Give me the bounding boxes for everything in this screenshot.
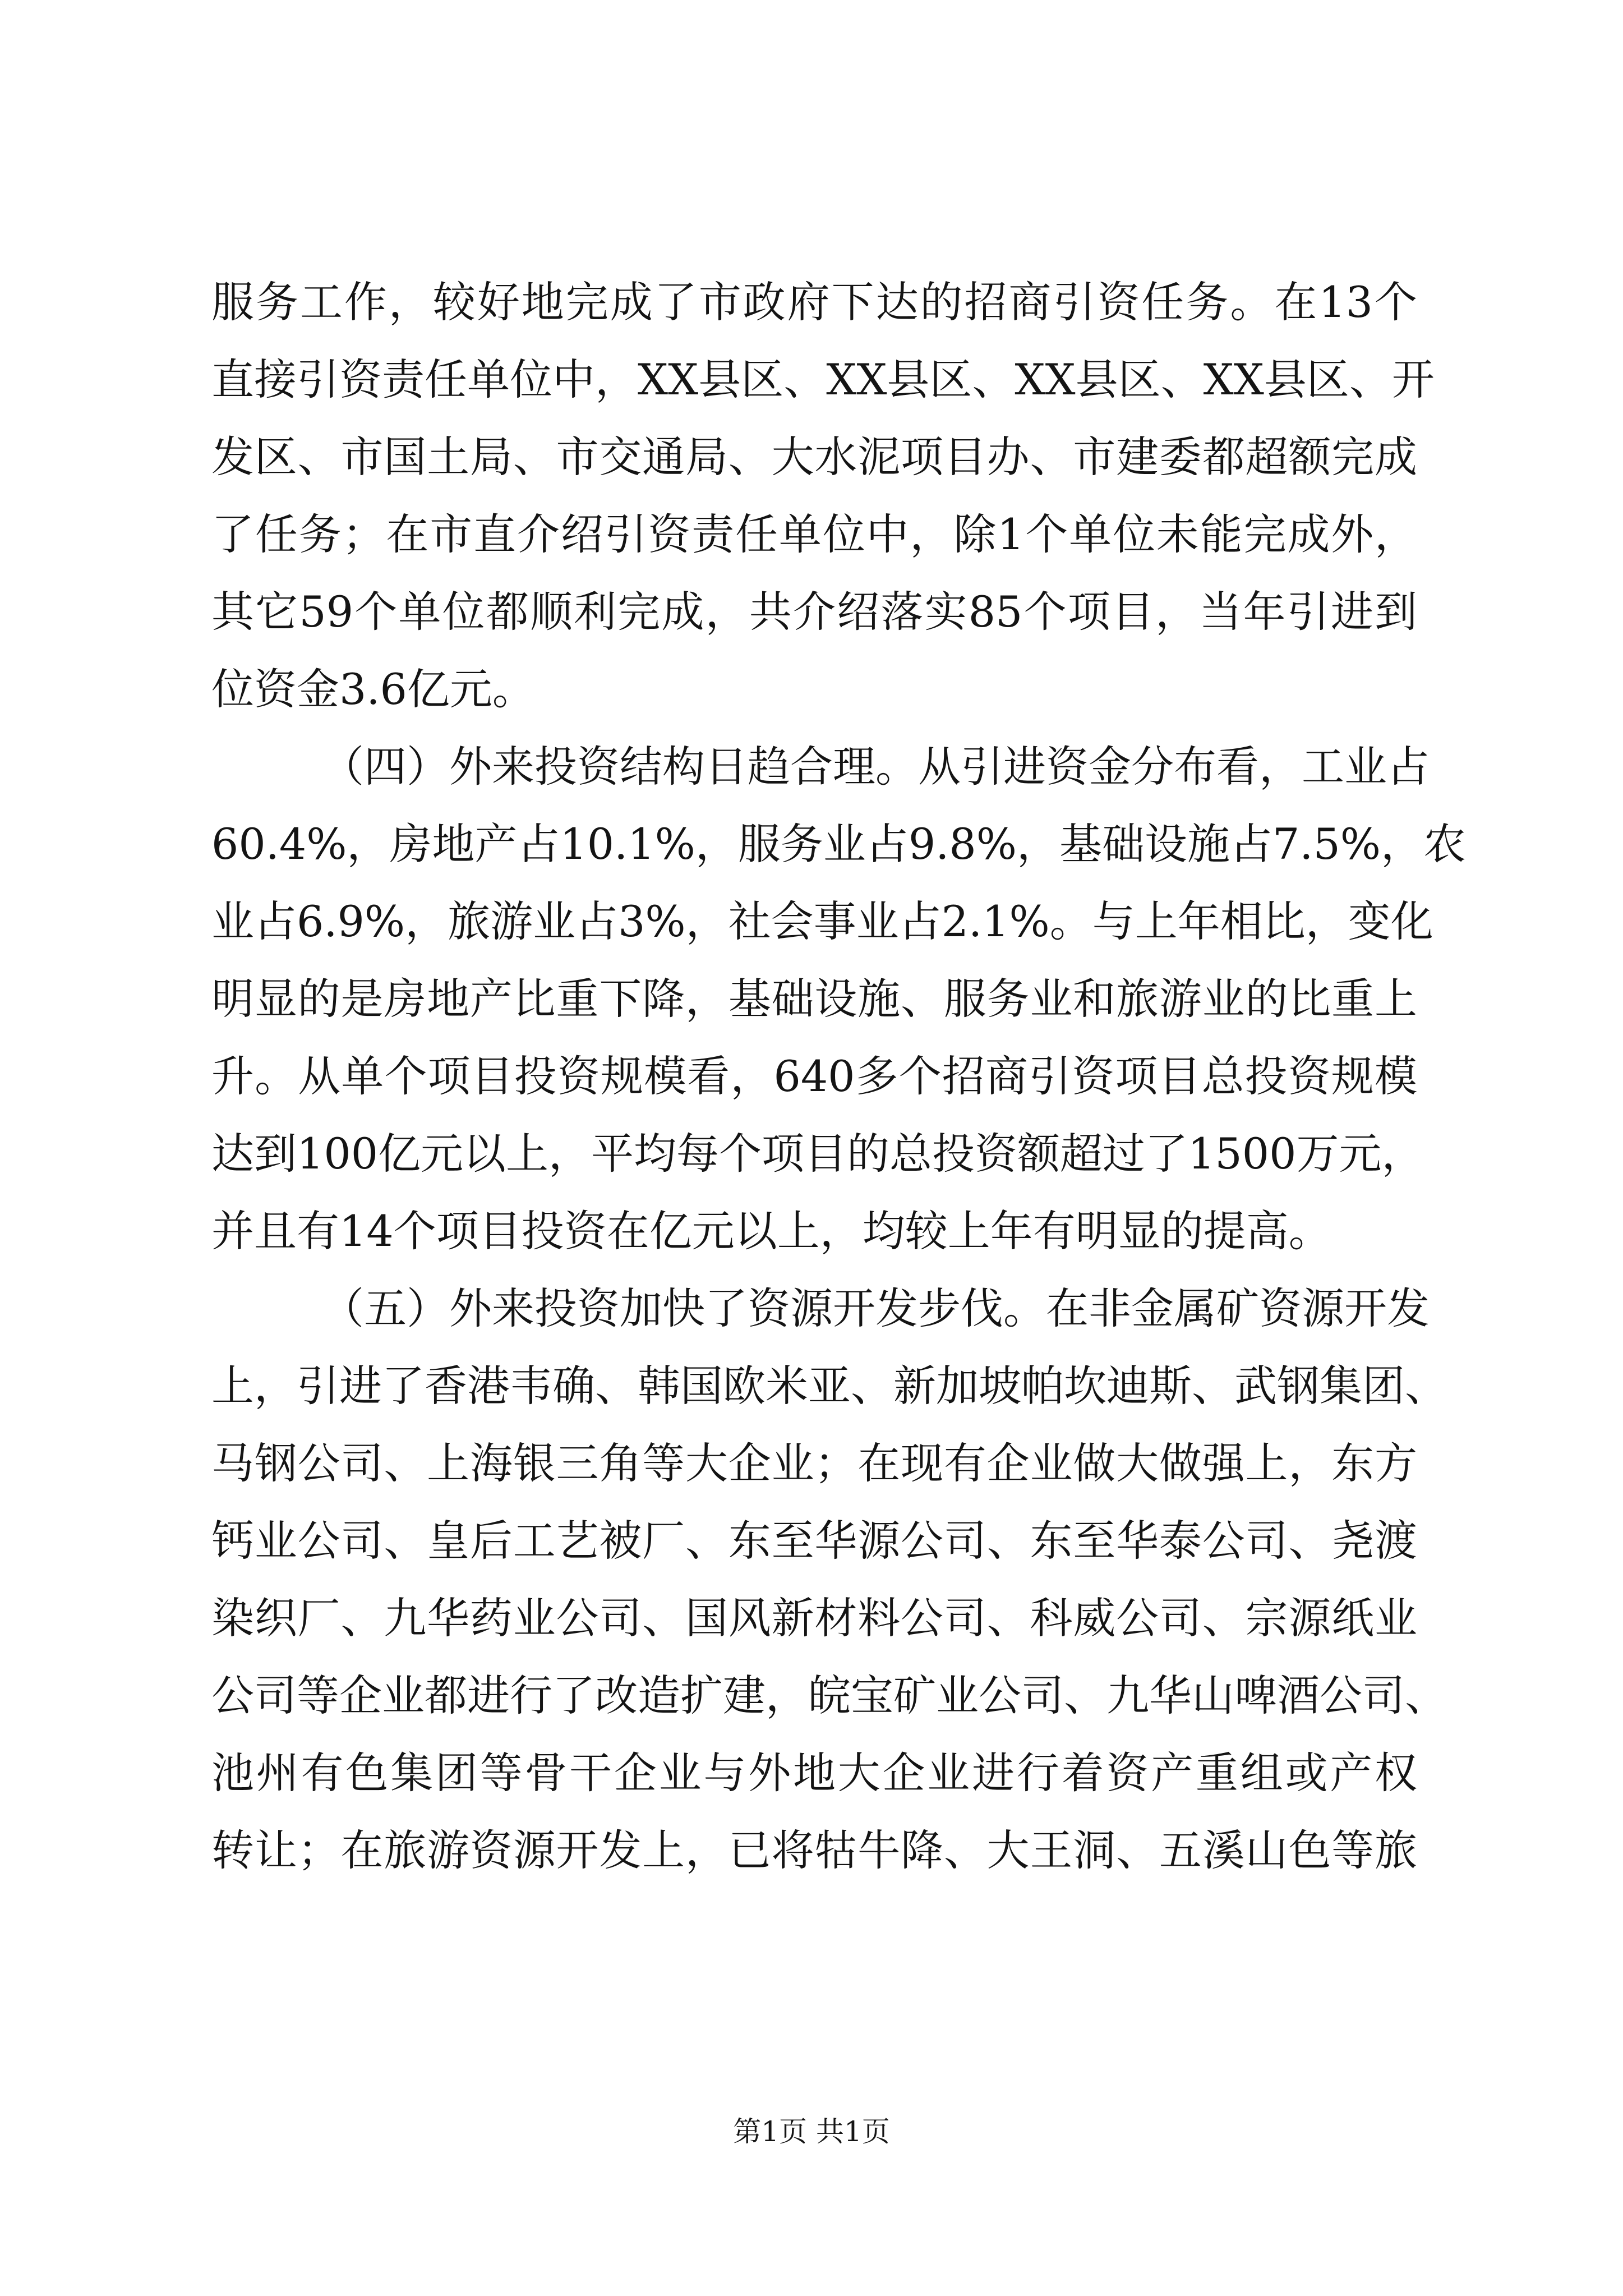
body-line: 马钢公司、上海银三角等大企业；在现有企业做大做强上，东方 bbox=[211, 1438, 1417, 1488]
body-line: 发区、市国土局、市交通局、大水泥项目办、市建委都超额完成 bbox=[211, 432, 1417, 482]
body-line: 其它59个单位都顺利完成，共介绍落实85个项目，当年引进到 bbox=[211, 587, 1417, 637]
paragraph-start-line: （四）外来投资结构日趋合理。从引进资金分布看，工业占 bbox=[321, 742, 1430, 792]
page-footer bbox=[0, 2115, 1623, 2148]
body-line: 公司等企业都进行了改造扩建，皖宝矿业公司、九华山啤酒公司、 bbox=[211, 1671, 1447, 1720]
body-line: 上，引进了香港韦确、韩国欧米亚、新加坡帕坎迪斯、武钢集团、 bbox=[211, 1361, 1447, 1411]
body-line: 钙业公司、皇后工艺被厂、东至华源公司、东至华泰公司、尧渡 bbox=[211, 1516, 1417, 1566]
body-line: 位资金3.6亿元。 bbox=[211, 664, 535, 714]
paragraph-start-line: （五）外来投资加快了资源开发步伐。在非金属矿资源开发 bbox=[321, 1283, 1430, 1333]
body-line: 转让；在旅游资源开发上，已将牯牛降、大王洞、五溪山色等旅 bbox=[211, 1825, 1417, 1875]
body-line: 明显的是房地产比重下降，基础设施、服务业和旅游业的比重上 bbox=[211, 974, 1417, 1024]
body-line: 直接引资责任单位中，XX县区、XX县区、XX县区、XX县区、开 bbox=[211, 355, 1435, 404]
body-line: 升。从单个项目投资规模看，640多个招商引资项目总投资规模 bbox=[211, 1051, 1417, 1101]
document-body bbox=[211, 264, 1467, 1889]
body-line: 达到100亿元以上，平均每个项目的总投资额超过了1500万元， bbox=[211, 1129, 1424, 1179]
body-line: 池州有色集团等骨干企业与外地大企业进行着资产重组或产权 bbox=[211, 1748, 1417, 1798]
body-line: 60.4%，房地产占10.1%，服务业占9.8%，基础设施占7.5%，农 bbox=[211, 819, 1467, 869]
body-line: 并且有14个项目投资在亿元以上，均较上年有明显的提高。 bbox=[211, 1206, 1331, 1256]
body-line: 服务工作，较好地完成了市政府下达的招商引资任务。在13个 bbox=[211, 277, 1417, 327]
body-line: 了任务；在市直介绍引资责任单位中，除1个单位未能完成外， bbox=[211, 509, 1417, 559]
body-line: 业占6.9%，旅游业占3%，社会事业占2.1%。与上年相比，变化 bbox=[211, 896, 1433, 946]
page-number: 第1页 共1页 bbox=[733, 2115, 890, 2148]
body-line: 染织厂、九华药业公司、国风新材料公司、科威公司、宗源纸业 bbox=[211, 1593, 1417, 1643]
